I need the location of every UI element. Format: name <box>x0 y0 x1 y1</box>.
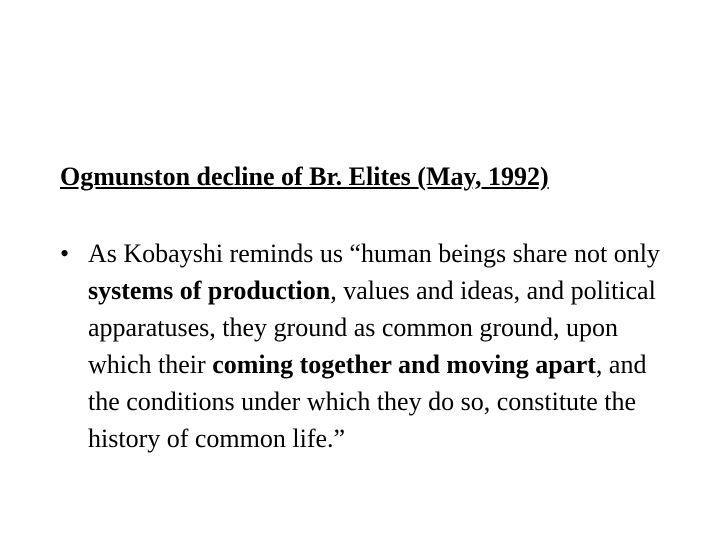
bullet-emphasis-moving-apart: coming together and moving apart <box>212 350 596 379</box>
bullet-marker: • <box>60 239 70 268</box>
bullet-text-part: , values and ideas, and political apparatuses, they ground as common ground, upon which their <box>88 276 656 379</box>
bullet-emphasis-production: systems of production <box>88 276 331 305</box>
slide-heading: Ogmunston decline of Br. Elites (May, 1992) <box>60 162 549 191</box>
bullet-text-part: , and the conditions under which they do so, constitute the history of common life.” <box>88 350 647 453</box>
bullet-item <box>60 235 660 457</box>
bullet-text <box>88 235 660 457</box>
bullet-text-part: As Kobayshi reminds us “human beings share not only <box>88 239 660 268</box>
